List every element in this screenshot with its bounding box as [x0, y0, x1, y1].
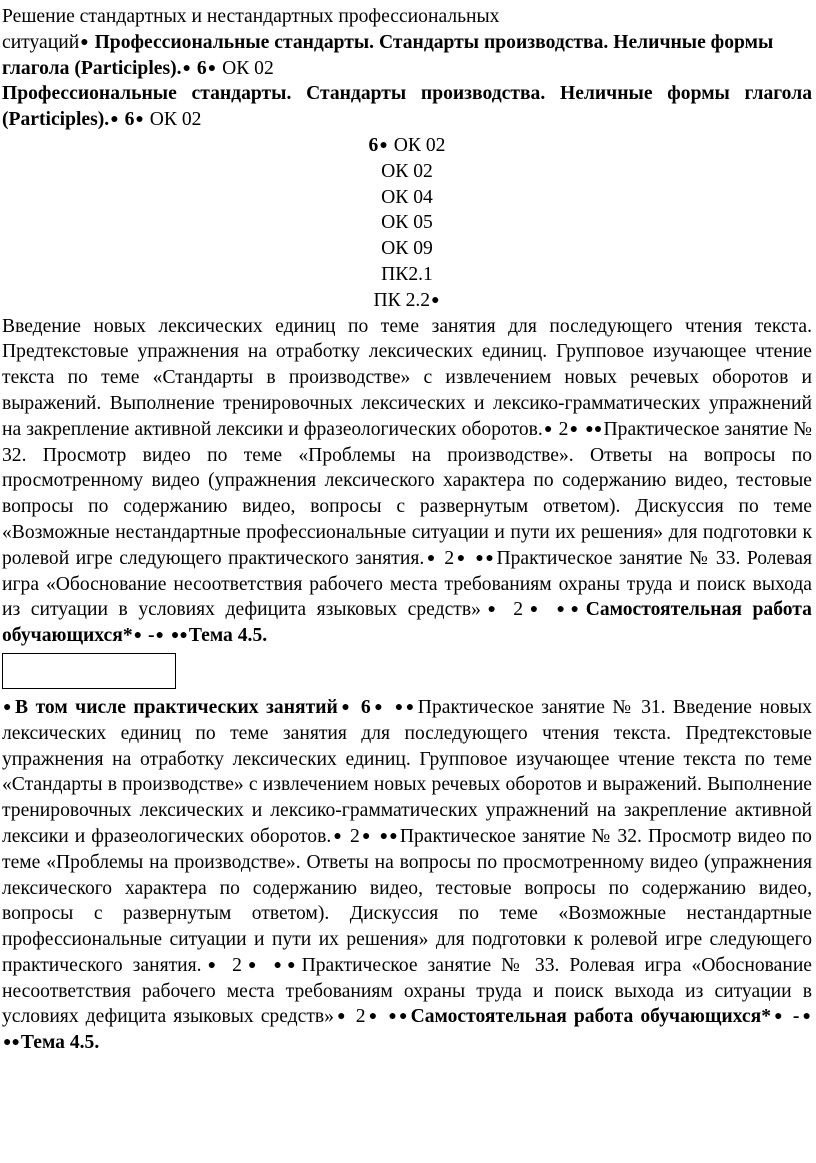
self-work-label: Самостоятельная работа обучающихся* [410, 1006, 772, 1028]
bullet-icon: ● [481, 602, 502, 618]
bullet-icon: ● [3, 699, 15, 715]
bullet-icon: ● [202, 957, 222, 973]
bullet-icon: ● [524, 602, 544, 618]
bullet-icon: ● [242, 957, 262, 973]
bullet-icon: ● [182, 60, 191, 76]
bullet-icon: ● [569, 421, 579, 437]
bullet-icon: ● [800, 1009, 811, 1025]
bullet-icon: ● [155, 628, 164, 644]
self-work-label: Самостоятельная работа обучающихся* [2, 599, 812, 647]
bullet-icon: ● [334, 1009, 348, 1025]
bullet-icon: ● [455, 550, 467, 566]
bullet-icon: ● [80, 34, 89, 50]
bullet-icon: ●● [388, 1009, 410, 1025]
bullet-icon: ● [360, 828, 372, 844]
bullet-icon: ●● [379, 828, 399, 844]
bullet-icon: ●● [585, 421, 603, 437]
bullet-icon: ● [133, 628, 143, 644]
header-title: Профессиональные стандарты. Стандарты производства. Неличные формы глагола (Participles). [2, 31, 774, 79]
bullet-icon: ● [332, 828, 343, 844]
bullet-icon: ● [431, 292, 440, 308]
code-item: ОК 09 [381, 238, 433, 260]
bullet-icon: ● [371, 699, 386, 715]
bullet-icon: ● [366, 1009, 380, 1025]
bullet-icon: ●● [3, 1035, 20, 1051]
code-first: 6● ОК 02 [368, 134, 446, 156]
bullet-icon: ● [135, 112, 144, 128]
code-item: ОК 04 [381, 186, 433, 208]
bullet-icon: ●● [556, 602, 585, 618]
section-2-body: ●В том числе практических занятий● 6● ●●Практическое занятие № 31. Введение новых лексических единиц по теме занятия для последующего чтения текста. Предтекстовые упражнения на отработку лексических единиц. Групповое изучающее чтение текста по теме «Стандарты в производстве» с извлечением новых речевых оборотов и выражений. Выполнение тренировочных лексических и лексико-грамматических упражнений на закрепление активной лексики и фразеологических оборотов.● 2● ●●Практическое занятие № 32. Просмотр видео по теме «Проблемы на производстве». Ответы на вопросы по просмотренному видео (упражнения лексического характера по содержанию видео, тестовые вопросы по содержанию видео, вопросы с развернутым ответом). Дискуссия по теме «Возможные нестандартные профессиональные ситуации и пути их решения» для подготовки к ролевой игре следующего практического занятия.● 2● ●●Практическое занятие № 33. Ролевая игра «Обоснование несоответствия рабочего места требованиям охраны труда и поиск выхода из ситуации в условиях дефицита языковых средств»● 2● ●●Самостоятельная работа обучающихся*● -● ●●Тема 4.5. [2, 696, 812, 1054]
code-item: ПК2.1 [381, 263, 433, 285]
header-line-2: ситуаций● Профессиональные стандарты. Стандарты производства. Неличные формы глагола (Participles).● 6● ОК 02 [2, 31, 774, 79]
code-last: ПК 2.2● [373, 289, 440, 311]
code-item: ОК 05 [381, 212, 433, 234]
bullet-icon: ● [543, 421, 553, 437]
bullet-icon: ● [207, 60, 217, 76]
document-page [2, 4, 812, 1056]
bullet-icon: ● [772, 1009, 785, 1025]
header-line-1: Решение стандартных и нестандартных профессиональных [2, 6, 500, 27]
topic-label: Тема 4.5. [188, 625, 268, 647]
bullet-icon: ● [338, 699, 353, 715]
topic-label: Тема 4.5. [20, 1032, 100, 1054]
bullet-icon: ●● [475, 550, 496, 566]
bullet-icon: ●● [170, 628, 188, 644]
empty-table-cell [2, 653, 176, 689]
bullet-icon: ● [379, 137, 388, 153]
bullet-icon: ●● [394, 699, 417, 715]
bullet-icon: ●● [273, 957, 301, 973]
practical-count-label: В том числе практических занятий [15, 696, 338, 718]
bullet-icon: ● [110, 112, 119, 128]
bullet-icon: ● [425, 550, 437, 566]
code-item: ОК 02 [381, 160, 433, 182]
competency-codes [2, 133, 812, 314]
block-title: Профессиональные стандарты. Стандарты производства. Неличные формы глагола (Participles).● 6● ОК 02 [2, 83, 812, 131]
section-1-body: Введение новых лексических единиц по теме занятия для последующего чтения текста. Предтекстовые упражнения на отработку лексических единиц. Групповое изучающее чтение текста по теме «Стандарты в производстве» с извлечением новых речевых оборотов и выражений. Выполнение тренировочных лексических и лексико-грамматических упражнений на закрепление активной лексики и фразеологических оборотов.● 2● ●●Практическое занятие № 32. Просмотр видео по теме «Проблемы на производстве». Ответы на вопросы по просмотренному видео (упражнения лексического характера по содержанию видео, тестовые вопросы по содержанию видео, вопросы с развернутым ответом). Дискуссия по теме «Возможные нестандартные профессиональные ситуации и пути их решения» для подготовки к ролевой игре следующего практического занятия.● 2● ●●Практическое занятие № 33. Ролевая игра «Обоснование несоответствия рабочего места требованиям охраны труда и поиск выхода из ситуации в условиях дефицита языковых средств»● 2● ●●Самостоятельная работа обучающихся*● -● ●●Тема 4.5. [2, 315, 812, 647]
